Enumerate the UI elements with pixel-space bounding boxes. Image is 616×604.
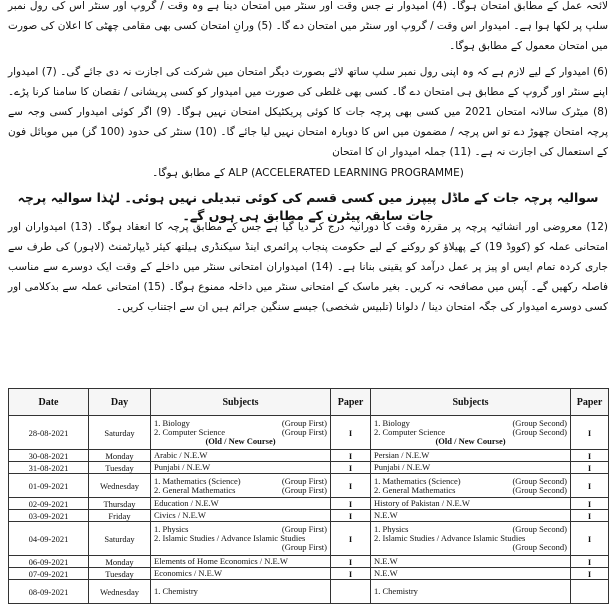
group-label: (Group First) <box>281 484 327 495</box>
table-row <box>9 510 609 522</box>
instructions-paragraph-2: (6) امیدوار کے لیے لازم ہے کہ وہ اپنی رول نمبر سلپ ساتھ لائے بصورت دیگر امتحان میں شرکت کی اجازت نہ دی جائے گی۔ (7) امیدوار اپنے سنٹر اور گروپ کے مطابق ہی امتحان دے گا۔ کسی بھی غلطی کی صورت میں امیدوار کو کسی پریشانی / نقصان کا سامنا کرنا پڑے۔ (8) میٹرک سالانہ امتحان 2021 میں کسی بھی پرچہ جات کا کوئی پریکٹیکل امتحان نہیں ہوگا۔ (9) اگر کوئی امیدوار کسی وجہ سے پرچہ امتحان چھوڑ دے تو اس پرچہ / مضمون میں اس کا دوبارہ امتحان نہیں لیا جائے گا۔ (10) سنٹر کی حدود (100 گز) میں موبائل فون کے استعمال کی اجازت نہ ہے۔ (11) جملہ امیدوار ان کا امتحان <box>8 66 609 158</box>
cell-date: 02-09-2021 <box>9 498 89 510</box>
subject-name: 2. Islamic Studies / Advance Islamic Studies <box>374 533 526 543</box>
subject-line <box>154 463 327 472</box>
header-paper-group1: Paper <box>331 389 371 416</box>
cell-subjects-group2 <box>371 510 571 522</box>
subject-line <box>374 587 567 596</box>
subject-name: Economics / N.E.W <box>154 568 222 578</box>
cell-subjects-group1 <box>151 498 331 510</box>
subject-name: 1. Biology <box>374 418 410 428</box>
cell-date: 04-09-2021 <box>9 522 89 556</box>
subject-name: N.E.W <box>374 556 398 566</box>
cell-subjects-group1 <box>151 474 331 498</box>
cell-subjects-group2 <box>371 450 571 462</box>
cell-day: Monday <box>89 450 151 462</box>
subject-line <box>154 533 327 552</box>
subject-name: 1. Mathematics (Science) <box>374 475 461 486</box>
table-header-row <box>9 389 609 416</box>
subject-line <box>374 557 567 566</box>
cell-date: 08-09-2021 <box>9 580 89 604</box>
model-paper-notice: سوالیہ پرچہ جات کے ماڈل پیپرز میں کسی قسم کی کوئی تبدیلی نہیں ہوئی۔ لہٰذا سوالیہ پرچہ جات سابقہ پیٹرن کے مطابق ہی ہوں گے۔ <box>17 190 599 223</box>
table-row <box>9 568 609 580</box>
cell-paper-group1: I <box>331 510 371 522</box>
subject-line <box>374 486 567 495</box>
subject-line <box>374 451 567 460</box>
header-paper-group2: Paper <box>571 389 609 416</box>
subject-name: 1. Mathematics (Science) <box>154 475 241 486</box>
course-note: (Old / New Course) <box>435 436 506 446</box>
subject-line <box>154 511 327 520</box>
cell-subjects-group2 <box>371 416 571 450</box>
subject-line <box>374 569 567 578</box>
header-subjects-group1: Subjects <box>151 389 331 416</box>
cell-paper-group2: I <box>571 510 609 522</box>
subject-name: Arabic / N.E.W <box>154 450 208 460</box>
subject-name: Punjabi / N.E.W <box>154 462 211 472</box>
subject-line <box>374 499 567 508</box>
subject-name: 2. Computer Science <box>374 427 446 437</box>
cell-subjects-group1 <box>151 510 331 522</box>
cell-paper-group1: I <box>331 450 371 462</box>
cell-paper-group1: I <box>331 416 371 450</box>
cell-subjects-group2 <box>371 498 571 510</box>
subject-name: Education / N.E.W <box>154 498 219 508</box>
cell-paper-group1: I <box>331 498 371 510</box>
subject-name: 1. Physics <box>154 524 189 534</box>
cell-paper-group1: I <box>331 462 371 474</box>
group-label: (Group Second) <box>512 542 567 552</box>
cell-subjects-group2 <box>371 556 571 568</box>
cell-subjects-group2 <box>371 580 571 604</box>
cell-paper-group2: I <box>571 568 609 580</box>
table-row <box>9 462 609 474</box>
subject-name: History of Pakistan / N.E.W <box>374 498 470 508</box>
cell-date: 01-09-2021 <box>9 474 89 498</box>
course-note: (Old / New Course) <box>205 436 276 446</box>
cell-subjects-group1 <box>151 580 331 604</box>
header-day: Day <box>89 389 151 416</box>
date-sheet-table <box>8 388 609 604</box>
subject-line <box>374 511 567 520</box>
subject-line <box>154 569 327 578</box>
cell-subjects-group2 <box>371 522 571 556</box>
subject-name: 2. Computer Science <box>154 427 226 437</box>
subject-line <box>154 557 327 566</box>
cell-subjects-group1 <box>151 522 331 556</box>
table-row <box>9 498 609 510</box>
cell-day: Saturday <box>89 416 151 450</box>
subject-name: 2. Islamic Studies / Advance Islamic Studies <box>154 533 306 543</box>
subject-line <box>154 486 327 495</box>
cell-paper-group1: I <box>331 522 371 556</box>
group-label: (Group First) <box>281 418 327 428</box>
group-label: (Group Second) <box>512 418 567 428</box>
cell-subjects-group2 <box>371 474 571 498</box>
cell-date: 03-09-2021 <box>9 510 89 522</box>
cell-paper-group2: I <box>571 474 609 498</box>
group-label: (Group First) <box>281 427 327 437</box>
cell-paper-group2: I <box>571 522 609 556</box>
cell-date: 07-09-2021 <box>9 568 89 580</box>
cell-day: Saturday <box>89 522 151 556</box>
cell-paper-group1: I <box>331 474 371 498</box>
table-row <box>9 474 609 498</box>
subject-name: N.E.W <box>374 568 398 578</box>
group-label: (Group First) <box>281 524 327 534</box>
cell-date: 06-09-2021 <box>9 556 89 568</box>
cell-subjects-group1 <box>151 556 331 568</box>
header-date: Date <box>9 389 89 416</box>
cell-paper-group2 <box>571 580 609 604</box>
subject-name: 2. General Mathematics <box>154 484 236 495</box>
cell-paper-group1: I <box>331 556 371 568</box>
subject-name: Persian / N.E.W <box>374 450 430 460</box>
subject-name: 1. Chemistry <box>374 586 418 596</box>
cell-paper-group2: I <box>571 450 609 462</box>
table-row <box>9 580 609 604</box>
cell-date: 28-08-2021 <box>9 416 89 450</box>
cell-subjects-group1 <box>151 450 331 462</box>
subject-name: 1. Chemistry <box>154 586 198 596</box>
group-label: (Group Second) <box>512 475 567 486</box>
cell-paper-group2: I <box>571 556 609 568</box>
cell-day: Thursday <box>89 498 151 510</box>
subject-name: Elements of Home Economics / N.E.W <box>154 556 288 566</box>
group-label: (Group Second) <box>512 427 567 437</box>
cell-subjects-group1 <box>151 462 331 474</box>
cell-day: Tuesday <box>89 568 151 580</box>
table-row <box>9 416 609 450</box>
subject-line <box>154 499 327 508</box>
group-label: (Group First) <box>281 475 327 486</box>
cell-subjects-group1 <box>151 568 331 580</box>
cell-day: Monday <box>89 556 151 568</box>
table-row <box>9 556 609 568</box>
subject-name: Civics / N.E.W <box>154 510 206 520</box>
group-label: (Group Second) <box>512 484 567 495</box>
cell-day: Tuesday <box>89 462 151 474</box>
cell-paper-group2: I <box>571 416 609 450</box>
cell-paper-group2: I <box>571 498 609 510</box>
subject-line <box>154 451 327 460</box>
cell-day: Wednesday <box>89 580 151 604</box>
subject-line <box>374 533 567 552</box>
cell-paper-group2: I <box>571 462 609 474</box>
table-row <box>9 522 609 556</box>
cell-subjects-group1 <box>151 416 331 450</box>
alp-line: (ACCELERATED LEARNING PROGRAMME) ALP کے مطابق ہوگا۔ <box>152 167 464 179</box>
cell-paper-group1: I <box>331 568 371 580</box>
cell-subjects-group2 <box>371 568 571 580</box>
subject-name: Punjabi / N.E.W <box>374 462 431 472</box>
subject-name: 1. Physics <box>374 524 409 534</box>
instructions-paragraph-3: (12) معروضی اور انشائیہ پرچہ پر مقررہ وقت کا دورانیہ درج کر دیا گیا ہے جس کے مطابق پرچہ کا انعقاد ہوگا۔ (13) امیدواران اور امتحانی عملہ کو (کووڈ 19) کے پھیلاؤ کو روکنے کے لیے حکومت پنجاب پرائمری اینڈ سیکنڈری ہیلتھ کیئر ڈیپارٹمنٹ (لاہور) کی طرف سے جاری کردہ تمام ایس او پیز پر عمل درآمد کو یقینی بنانا ہے۔ (14) امیدواران امتحانی سنٹر میں داخلے کے وقت ایک دوسرے سے مناسب فاصلہ رکھیں گے۔ آپس میں مصافحہ نہ کریں۔ بغیر ماسک کے امتحانی سنٹر میں داخلہ ممنوع ہوگا۔ (15) امتحانی عملہ سے بدکلامی اور کسی دوسرے امیدوار کی جگہ امتحان دینا / دلوانا (تلبیس شخصی) جیسے سنگین جرائم ہیں ان سے اجتناب کریں۔ <box>8 221 608 313</box>
subject-name: 1. Biology <box>154 418 190 428</box>
subject-line <box>374 463 567 472</box>
cell-subjects-group2 <box>371 462 571 474</box>
table-row <box>9 450 609 462</box>
group-label: (Group Second) <box>512 524 567 534</box>
subject-name: 2. General Mathematics <box>374 484 456 495</box>
header-subjects-group2: Subjects <box>371 389 571 416</box>
group-label: (Group First) <box>281 542 327 552</box>
cell-day: Friday <box>89 510 151 522</box>
cell-date: 30-08-2021 <box>9 450 89 462</box>
cell-date: 31-08-2021 <box>9 462 89 474</box>
subject-name: N.E.W <box>374 510 398 520</box>
cell-day: Wednesday <box>89 474 151 498</box>
cell-paper-group1 <box>331 580 371 604</box>
instructions-paragraph-1: لائحہ عمل کے مطابق امتحان ہوگا۔ (4) امیدوار نے جس وقت اور سنٹر میں امتحان دینا ہے وہ وقت / گروپ اور سنٹر اس کی رول نمبر سلپ پر لکھا ہوا ہے۔ امیدوار اس وقت / گروپ اور سنٹر میں امتحان دے گا۔ (5) ورانِ امتحان کسی بھی مقامی چھٹی کا اعلان کی صورت میں امتحان معمول کے مطابق ہوگا۔ <box>8 0 609 52</box>
subject-line <box>154 587 327 596</box>
